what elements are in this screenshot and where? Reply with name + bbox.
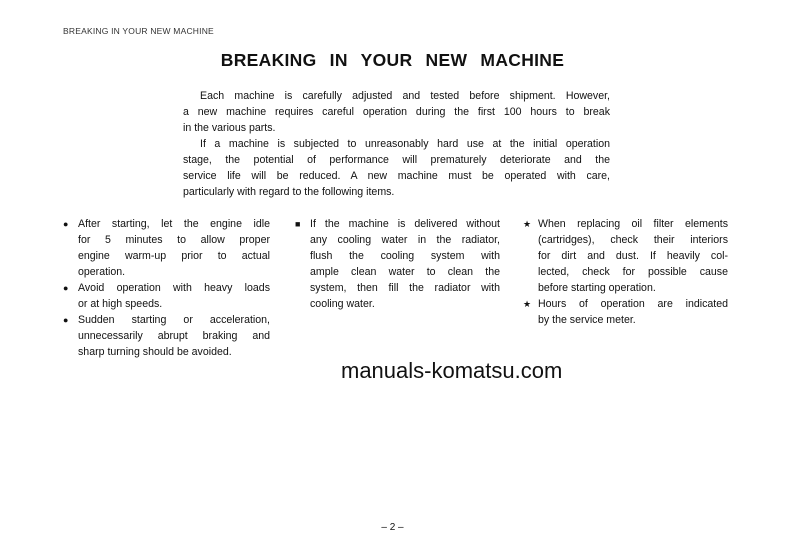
dot-bullet-icon: ●: [63, 315, 69, 325]
text-line: engine warm-up prior to actual: [78, 250, 270, 262]
text-line: lected, check for possible cause: [538, 266, 728, 278]
bullet-item: [295, 216, 500, 312]
text-line: stage, the potential of performance will prematurely deteriorate and the: [183, 154, 610, 166]
bullet-item: [523, 216, 728, 296]
text-line: unnecessarily abrupt braking and: [78, 330, 270, 342]
column-left: [63, 216, 270, 360]
text-line: any cooling water in the radiator,: [310, 234, 500, 246]
bullet-item: [63, 280, 270, 312]
bullet-item: [523, 296, 728, 328]
running-header: BREAKING IN YOUR NEW MACHINE: [63, 26, 214, 36]
dot-bullet-icon: ●: [63, 219, 69, 229]
intro-text: [183, 88, 610, 200]
text-line: for dirt and dust. If heavily col-: [538, 250, 728, 262]
intro-paragraph: [183, 88, 610, 136]
text-line: service life will be reduced. A new machine must be operated with care,: [183, 170, 610, 182]
text-line: sharp turning should be avoided.: [78, 346, 232, 358]
text-line: or at high speeds.: [78, 298, 163, 310]
star-bullet-icon: ★: [523, 299, 532, 309]
text-line: before starting operation.: [538, 282, 656, 294]
text-line: After starting, let the engine idle: [78, 218, 270, 230]
bullet-item: [63, 216, 270, 280]
text-line: flush the cooling system with: [310, 250, 500, 262]
text-line: operation.: [78, 266, 126, 278]
text-line: cooling water.: [310, 298, 375, 310]
page-title: BREAKING IN YOUR NEW MACHINE: [220, 50, 565, 70]
text-line: particularly with regard to the following items.: [183, 186, 395, 198]
text-line: by the service meter.: [538, 314, 636, 326]
column-right: [523, 216, 728, 328]
text-line: (cartridges), check their interiors: [538, 234, 728, 246]
square-bullet-icon: ■: [295, 219, 301, 229]
text-line: ample clean water to clean the: [310, 266, 500, 278]
text-line: a new machine requires careful operation during the first 100 hours to break: [183, 106, 610, 118]
text-line: Each machine is carefully adjusted and tested before shipment. However,: [200, 90, 610, 102]
text-line: for 5 minutes to allow proper: [78, 234, 270, 246]
dot-bullet-icon: ●: [63, 283, 69, 293]
page-number: – 2 –: [381, 522, 404, 533]
column-middle: [295, 216, 500, 312]
text-line: If the machine is delivered without: [310, 218, 500, 230]
text-line: in the various parts.: [183, 122, 276, 134]
text-line: Sudden starting or acceleration,: [78, 314, 270, 326]
text-line: Avoid operation with heavy loads: [78, 282, 270, 294]
text-line: If a machine is subjected to unreasonably hard use at the initial operation: [200, 138, 610, 150]
text-line: When replacing oil filter elements: [538, 218, 728, 230]
text-line: system, then fill the radiator with: [310, 282, 500, 294]
intro-paragraph: [183, 136, 610, 200]
text-line: Hours of operation are indicated: [538, 298, 728, 310]
watermark: manuals-komatsu.com: [341, 358, 563, 383]
bullet-item: [63, 312, 270, 360]
star-bullet-icon: ★: [523, 219, 532, 229]
